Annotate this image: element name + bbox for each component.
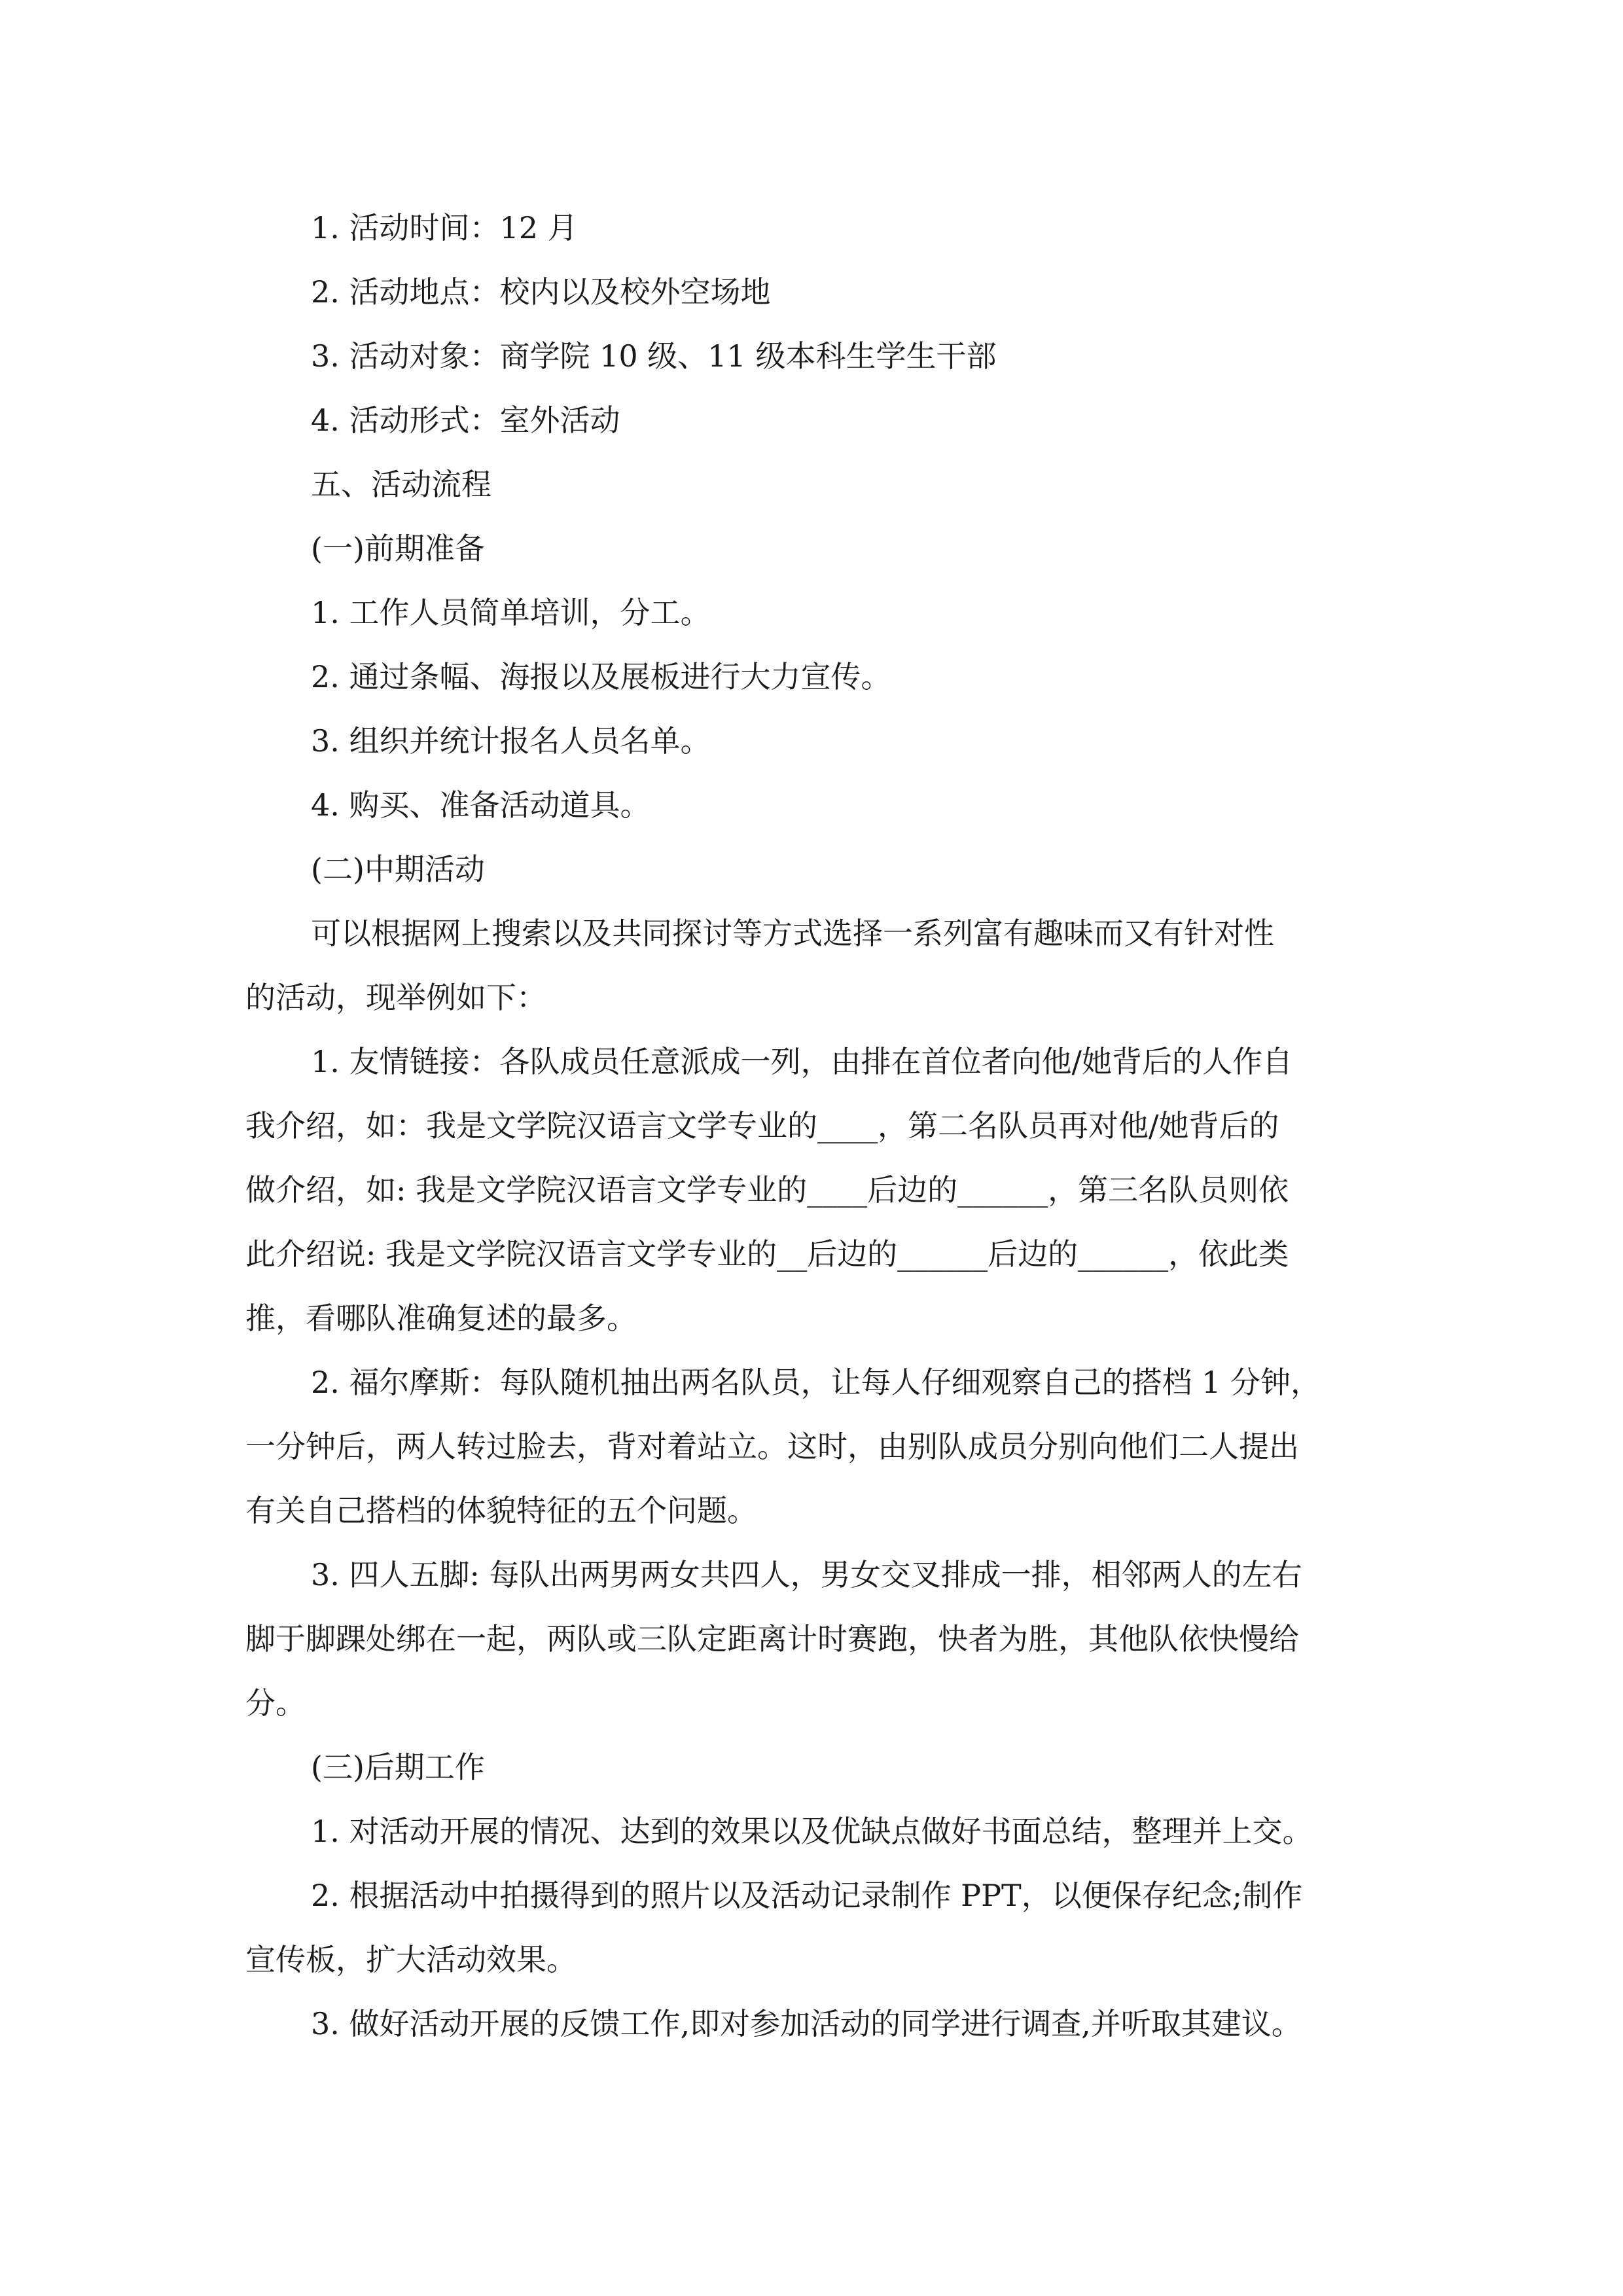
paragraph-line: 的活动，现举例如下： bbox=[245, 980, 546, 1015]
list-item-activity-target: 3. 活动对象：商学院 10 级、11 级本科生学生干部 bbox=[311, 338, 997, 374]
paragraph-line: 宣传板，扩大活动效果。 bbox=[245, 1942, 577, 1977]
list-item-registration: 3. 组织并统计报名人员名单。 bbox=[311, 723, 711, 759]
paragraph-line: 脚于脚踝处绑在一起，两队或三队定距离计时赛跑，快者为胜，其他队依快慢给 bbox=[245, 1621, 1299, 1657]
paragraph-line: 1. 对活动开展的情况、达到的效果以及优缺点做好书面总结，整理并上交。 bbox=[311, 1814, 1313, 1849]
paragraph-line: 我介绍，如：我是文学院汉语言文学专业的____，第二名队员再对他/她背后的 bbox=[245, 1108, 1279, 1143]
list-item-activity-time: 1. 活动时间：12 月 bbox=[311, 210, 578, 245]
paragraph-line: 2. 福尔摩斯：每队随机抽出两名队员，让每人仔细观察自己的搭档 1 分钟， bbox=[311, 1365, 1321, 1400]
paragraph-line: 1. 友情链接：各队成员任意派成一列，由排在首位者向他/她背后的人作自 bbox=[311, 1044, 1293, 1079]
paragraph-line: 做介绍，如: 我是文学院汉语言文学专业的____后边的______，第三名队员则依 bbox=[245, 1172, 1289, 1208]
subheading-later-work: (三)后期工作 bbox=[311, 1749, 485, 1785]
paragraph-line: 分。 bbox=[245, 1685, 306, 1721]
list-item-activity-form: 4. 活动形式：室外活动 bbox=[311, 403, 620, 438]
list-item-activity-location: 2. 活动地点：校内以及校外空场地 bbox=[311, 274, 771, 310]
list-item-publicity: 2. 通过条幅、海报以及展板进行大力宣传。 bbox=[311, 659, 891, 694]
paragraph-line: 3. 做好活动开展的反馈工作,即对参加活动的同学进行调查,并听取其建议。 bbox=[311, 2006, 1302, 2041]
subheading-preparation: (一)前期准备 bbox=[311, 531, 485, 566]
paragraph-line: 推，看哪队准确复述的最多。 bbox=[245, 1300, 637, 1336]
paragraph-line: 可以根据网上搜索以及共同探讨等方式选择一系列富有趣味而又有针对性 bbox=[311, 916, 1274, 951]
paragraph-line: 一分钟后，两人转过脸去，背对着站立。这时，由别队成员分别向他们二人提出 bbox=[245, 1429, 1299, 1464]
list-item-training: 1. 工作人员简单培训，分工。 bbox=[311, 595, 711, 630]
paragraph-line: 此介绍说: 我是文学院汉语言文学专业的__后边的______后边的______，依此类 bbox=[245, 1236, 1289, 1272]
section-heading-process: 五、活动流程 bbox=[311, 467, 491, 502]
paragraph-line: 2. 根据活动中拍摄得到的照片以及活动记录制作 PPT，以便保存纪念;制作 bbox=[311, 1878, 1303, 1913]
paragraph-line: 有关自己搭档的体貌特征的五个问题。 bbox=[245, 1493, 757, 1528]
list-item-props: 4. 购买、准备活动道具。 bbox=[311, 787, 651, 823]
paragraph-line: 3. 四人五脚: 每队出两男两女共四人，男女交叉排成一排，相邻两人的左右 bbox=[311, 1557, 1302, 1592]
subheading-midterm: (二)中期活动 bbox=[311, 852, 485, 887]
